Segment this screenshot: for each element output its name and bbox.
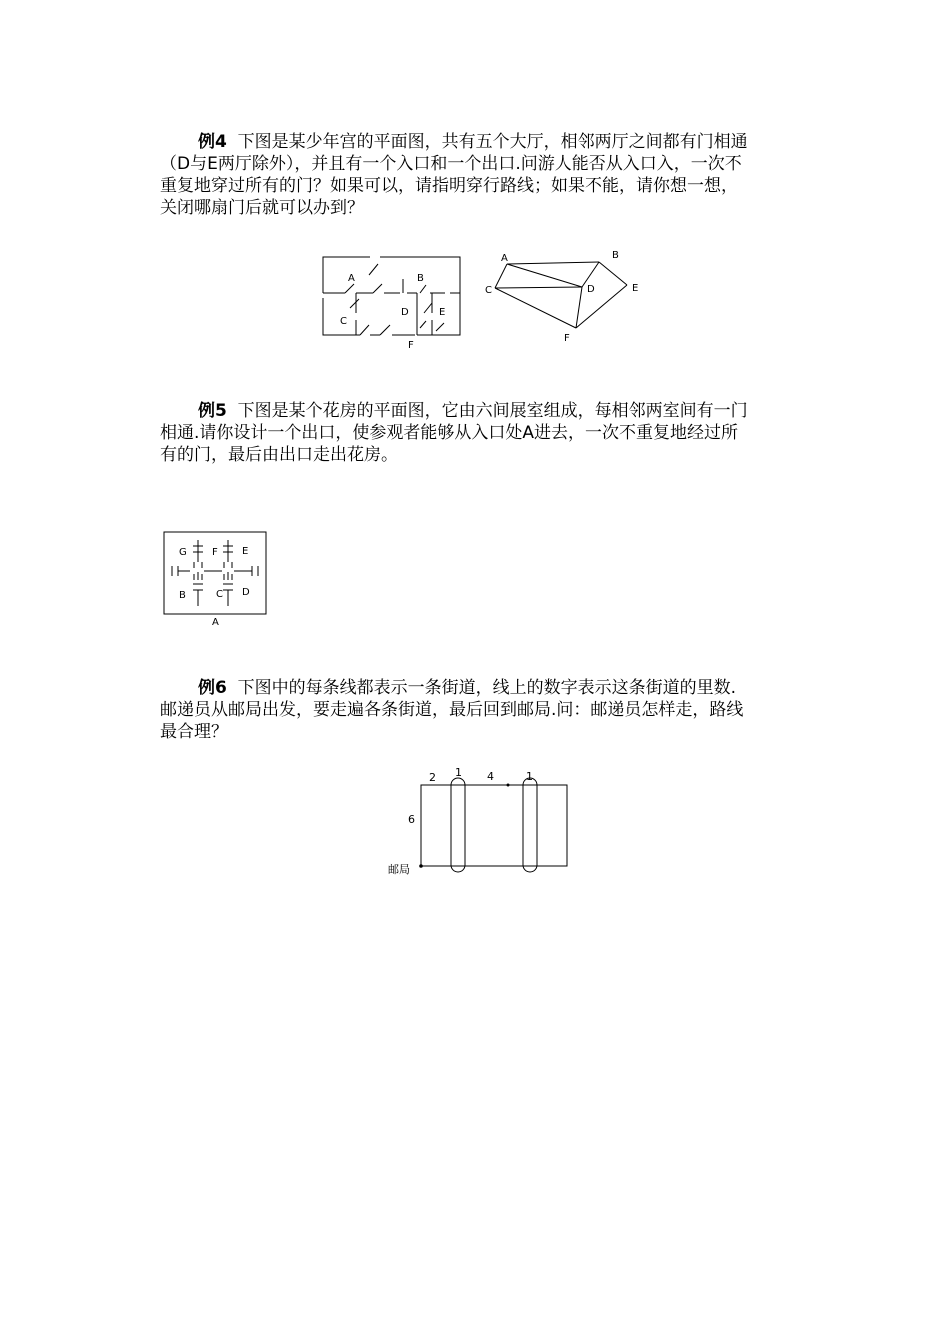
example-4-graph: [485, 248, 645, 348]
post-office-label: 邮局: [388, 863, 410, 876]
plan-label-e: E: [439, 307, 446, 318]
room-label-c: C: [216, 589, 223, 600]
plan-label-a: A: [348, 273, 355, 284]
graph-label-f: F: [564, 333, 570, 344]
graph-label-a: A: [501, 253, 508, 264]
example-6-street-map: [385, 762, 575, 880]
example-5-text: [160, 400, 810, 466]
street-length-4: 4: [487, 770, 494, 783]
room-label-g: G: [179, 547, 187, 558]
plan-label-d: D: [401, 307, 409, 318]
example-4-number: 例4: [198, 132, 227, 152]
example-5-line-1: 例5 下图是某个花房的平面图，它由六间展室组成，每相邻两室间有一门: [198, 401, 748, 421]
junction-dot: [507, 784, 510, 787]
example-4-line-3: 重复地穿过所有的门？如果可以，请指明穿行路线；如果不能，请你想一想，: [160, 176, 738, 196]
street-length-6: 6: [408, 813, 415, 826]
room-label-d: D: [242, 587, 250, 598]
plan-label-c: C: [340, 316, 347, 327]
example-4-text: [160, 131, 810, 219]
example-4-line-4: 关闭哪扇门后就可以办到？: [160, 198, 364, 218]
graph-label-b: B: [612, 250, 619, 261]
example-6-text: [160, 677, 810, 743]
example-6-line-1: 例6 下图中的每条线都表示一条街道，线上的数字表示这条街道的里数.: [198, 678, 737, 698]
room-label-f: F: [212, 547, 218, 558]
room-label-b: B: [179, 590, 186, 601]
example-6-number: 例6: [198, 678, 227, 698]
example-5-line-3: 有的门，最后由出口走出花房。: [160, 445, 398, 465]
street-length-2: 2: [429, 771, 436, 784]
example-6-line-2: 邮递员从邮局出发，要走遍各条街道，最后回到邮局.问：邮递员怎样走，路线: [160, 700, 744, 720]
room-label-e: E: [242, 546, 249, 557]
example-4-line-1: 例4 下图是某少年宫的平面图，共有五个大厅，相邻两厅之间都有门相通: [198, 132, 748, 152]
street-length-1-right: 1: [526, 770, 533, 783]
street-length-1-left: 1: [455, 766, 462, 779]
graph-label-e: E: [632, 283, 639, 294]
example-5-greenhouse-plan: [160, 528, 270, 628]
plan-label-b: B: [417, 273, 424, 284]
entrance-label-a: A: [212, 617, 219, 628]
example-5-line-2: 相通.请你设计一个出口，使参观者能够从入口处A进去，一次不重复地经过所: [160, 423, 739, 443]
example-6-line-3: 最合理？: [160, 722, 228, 742]
example-4-line-2: （D与E两厅除外），并且有一个入口和一个出口.问游人能否从入口入，一次不: [160, 154, 742, 174]
post-office-dot: [419, 864, 423, 868]
plan-label-f: F: [408, 340, 414, 351]
graph-label-d: D: [587, 284, 595, 295]
example-4-floor-plan: [320, 253, 465, 353]
example-5-number: 例5: [198, 401, 227, 421]
graph-label-c: C: [485, 285, 492, 296]
